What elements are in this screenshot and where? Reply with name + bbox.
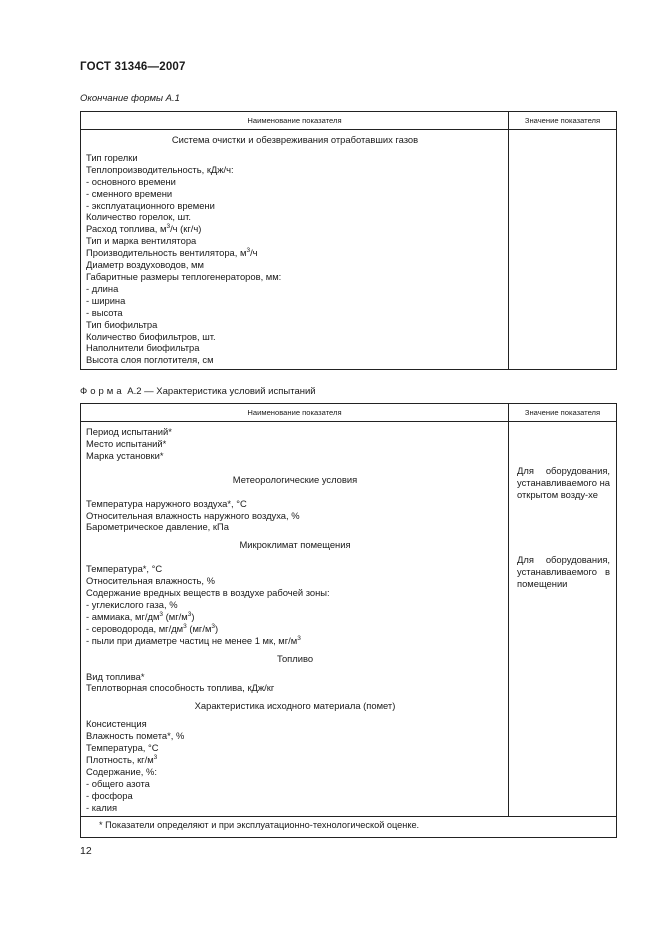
material-line: Содержание, %: <box>86 765 157 777</box>
table2-values-cell <box>509 422 617 817</box>
material-line: Консистенция <box>86 718 147 730</box>
table-form-a1 <box>80 111 617 370</box>
table1-names-cell <box>81 130 509 370</box>
table1-line: Наполнители биофильтра <box>86 342 200 354</box>
table1-line: Тип биофильтра <box>86 318 158 330</box>
fuel-title: Топливо <box>276 652 314 664</box>
table2-caption <box>80 386 316 397</box>
table1-line: - ширина <box>86 294 126 306</box>
table2-header-name: Наименование показателя <box>81 404 509 422</box>
table1-section-title: Система очистки и обезвреживания отработавших газов <box>171 134 419 145</box>
material-line: - общего азота <box>86 777 150 789</box>
table1-line: Габаритные размеры теплогенераторов, мм: <box>86 270 282 282</box>
table1-line: Количество биофильтров, шт. <box>86 330 216 342</box>
table1-line: Тип и марка вентилятора <box>86 235 197 247</box>
table1-values-cell <box>509 130 617 370</box>
table2-intro-line: Место испытаний* <box>86 437 167 449</box>
micro-line: - аммиака, $мг/дм^3$ $(мг/м^3)$ <box>86 610 195 622</box>
meteo-line: Температура наружного воздуха*, °С <box>86 497 247 509</box>
table1-header-name: Наименование показателя <box>81 112 509 130</box>
material-line: - калия <box>86 801 118 813</box>
table1-caption: Окончание формы А.1 <box>80 93 180 104</box>
table1-line: Производительность вентилятора, $м^3/ч$ <box>86 247 258 259</box>
meteo-title: Метеорологические условия <box>232 473 358 485</box>
table2-footnote: * Показатели определяют и при эксплуатационно-технологической оценке. <box>81 817 617 838</box>
micro-title: Микроклимат помещения <box>239 539 351 551</box>
micro-line: - пыли при диаметре частиц не менее 1 мк, $мг/м^3$ <box>86 634 301 646</box>
fuel-line: Теплотворная способность топлива, кДж/кг <box>86 682 275 694</box>
meteo-line: Барометрическое давление, кПа <box>86 521 229 533</box>
table1-header-value: Значение показателя <box>509 112 617 130</box>
table1-line: Диаметр воздуховодов, мм <box>86 259 204 271</box>
fuel-line: Вид топлива* <box>86 670 145 682</box>
micro-line: - углекислого газа, % <box>86 598 178 610</box>
material-line: Температура, °С <box>86 742 159 754</box>
table1-line: - длина <box>86 282 119 294</box>
meteo-note: Для оборудования, устанавливаемого на открытом возду-хе <box>517 465 610 500</box>
table-form-a2 <box>80 403 617 838</box>
table2-header-value: Значение показателя <box>509 404 617 422</box>
material-title: Характеристика исходного материала (помет) <box>194 700 396 712</box>
micro-line: Температура*, °С <box>86 563 163 575</box>
micro-line: - сероводорода, $мг/дм^3$ $(мг/м^3)$ <box>86 622 219 634</box>
table1-line: Тип горелки <box>86 151 138 163</box>
table1-line: - высота <box>86 306 123 318</box>
table2-caption-prefix: Форма <box>80 386 125 397</box>
material-line: Влажность помета*, % <box>86 730 185 742</box>
material-line: - фосфора <box>86 789 133 801</box>
material-line: Плотность, $кг/м^3$ <box>86 753 158 765</box>
meteo-line: Относительная влажность наружного воздуха, % <box>86 509 300 521</box>
table2-names-cell <box>81 422 509 817</box>
table1-line: - эксплуатационного времени <box>86 199 215 211</box>
table1-line: - основного времени <box>86 175 176 187</box>
table2-intro-line: Марка установки* <box>86 449 164 461</box>
page-number: 12 <box>80 845 92 857</box>
table1-line: Теплопроизводительность, кДж/ч: <box>86 163 234 175</box>
micro-note: Для оборудования, устанавливаемого в помещении <box>517 553 610 589</box>
table1-line: Количество горелок, шт. <box>86 211 191 223</box>
table2-intro-line: Период испытаний* <box>86 426 172 437</box>
table1-line: Расход топлива, $м^3/ч$ (кг/ч) <box>86 223 202 235</box>
standard-title: ГОСТ 31346—2007 <box>80 61 186 73</box>
table1-line: Высота слоя поглотителя, см <box>86 354 214 366</box>
table1-line: - сменного времени <box>86 187 173 199</box>
micro-line: Относительная влажность, % <box>86 575 215 587</box>
table2-caption-text: А.2 — Характеристика условий испытаний <box>124 386 316 397</box>
micro-line: Содержание вредных веществ в воздухе рабочей зоны: <box>86 587 330 599</box>
